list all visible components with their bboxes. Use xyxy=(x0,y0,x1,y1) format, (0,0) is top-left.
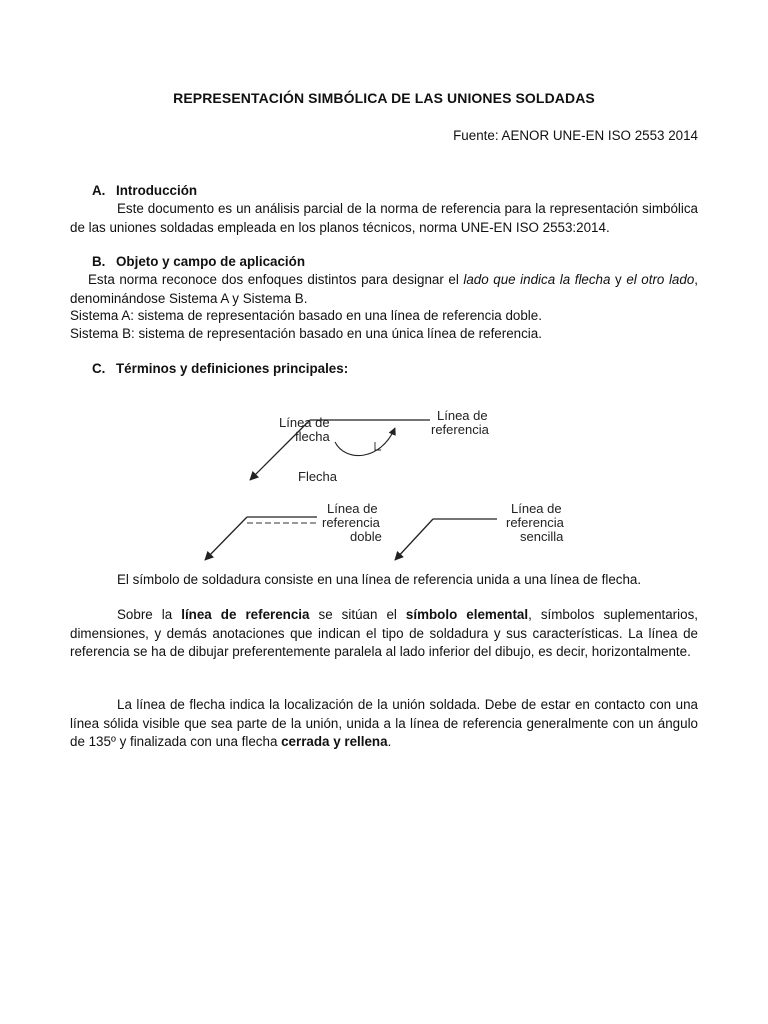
document-title: REPRESENTACIÓN SIMBÓLICA DE LAS UNIONES SOLDADAS xyxy=(173,90,595,106)
label-sencilla-3: sencilla xyxy=(520,529,564,544)
single-reference-arrow-line xyxy=(395,519,433,560)
section-c-heading xyxy=(92,361,348,376)
p2-bold-reference-line: línea de referencia xyxy=(181,607,310,622)
section-b-text-part-3: , denominándose Sistema A y Sistema B. xyxy=(70,272,698,306)
p2-bold-elemental-symbol: símbolo elemental xyxy=(405,607,529,622)
section-b-text-part-1: Esta norma reconoce dos enfoques distintos para designar el xyxy=(88,272,464,287)
p3-bold-closed-filled: cerrada y rellena xyxy=(281,734,388,749)
p3-part-c: . xyxy=(387,734,392,749)
p3-part-a: La línea de flecha indica la localización de la unión soldada. Debe de estar en contacto con una línea sólida visible que sea parte de la unión, unida a la línea de referencia generalmente con un ángulo de 135º y finalizada con una flecha xyxy=(70,697,698,749)
angle-arc xyxy=(335,428,395,456)
p2-part-e: , símbolos suplementarios, dimensiones, y demás anotaciones que indican el tipo de soldadura y sus características. La línea de referencia se ha de dibujar preferentemente paralela al lado inferior del dibujo, es decir, horizontalmente. xyxy=(70,607,698,659)
label-sencilla-1: Línea de xyxy=(511,501,562,516)
p2-part-c: se sitúan el xyxy=(309,607,406,622)
section-c-title: Términos y definiciones principales: xyxy=(116,361,349,376)
section-b-title: Objeto y campo de aplicación xyxy=(116,254,306,269)
section-c-letter: C. xyxy=(92,361,106,376)
p2-part-a: Sobre la xyxy=(117,607,182,622)
label-linea-referencia-1: Línea de xyxy=(437,408,488,423)
sistema-a-line: Sistema A: sistema de representación basado en una línea de referencia doble. xyxy=(70,308,542,323)
weld-symbol-diagram xyxy=(195,400,595,575)
label-doble-3: doble xyxy=(350,529,382,544)
section-b-italic-2: el otro lado xyxy=(626,272,695,287)
label-doble-2: referencia xyxy=(322,515,380,530)
section-b-text xyxy=(70,271,698,308)
section-b-italic-1: lado que indica la flecha xyxy=(463,272,611,287)
double-reference-arrow-line xyxy=(205,517,247,560)
weld-symbol-figure xyxy=(195,400,595,575)
section-a-letter: A. xyxy=(92,183,106,198)
section-b-letter: B. xyxy=(92,254,106,269)
paragraph-symbol-definition: El símbolo de soldadura consiste en una línea de referencia unida a una línea de flecha. xyxy=(117,572,642,587)
sistema-b-line: Sistema B: sistema de representación basado en una única línea de referencia. xyxy=(70,326,542,341)
source-reference: Fuente: AENOR UNE-EN ISO 2553 2014 xyxy=(453,128,698,143)
section-b-text-part-2: y xyxy=(610,272,627,287)
paragraph-reference-line xyxy=(70,606,698,662)
label-linea-flecha-1: Línea de xyxy=(279,415,330,430)
section-a-title: Introducción xyxy=(116,183,198,198)
section-a-heading xyxy=(92,183,197,198)
label-flecha: Flecha xyxy=(298,469,338,484)
label-linea-referencia-2: referencia xyxy=(431,422,489,437)
paragraph-arrow-line xyxy=(70,696,698,752)
label-doble-1: Línea de xyxy=(327,501,378,516)
section-b-heading xyxy=(92,254,305,269)
label-sencilla-2: referencia xyxy=(506,515,564,530)
section-a-text: Este documento es un análisis parcial de la norma de referencia para la representación simbólica de las uniones soldadas empleada en los planos técnicos, norma UNE-EN ISO 2553:2014. xyxy=(70,201,698,235)
label-linea-flecha-2: flecha xyxy=(295,429,330,444)
